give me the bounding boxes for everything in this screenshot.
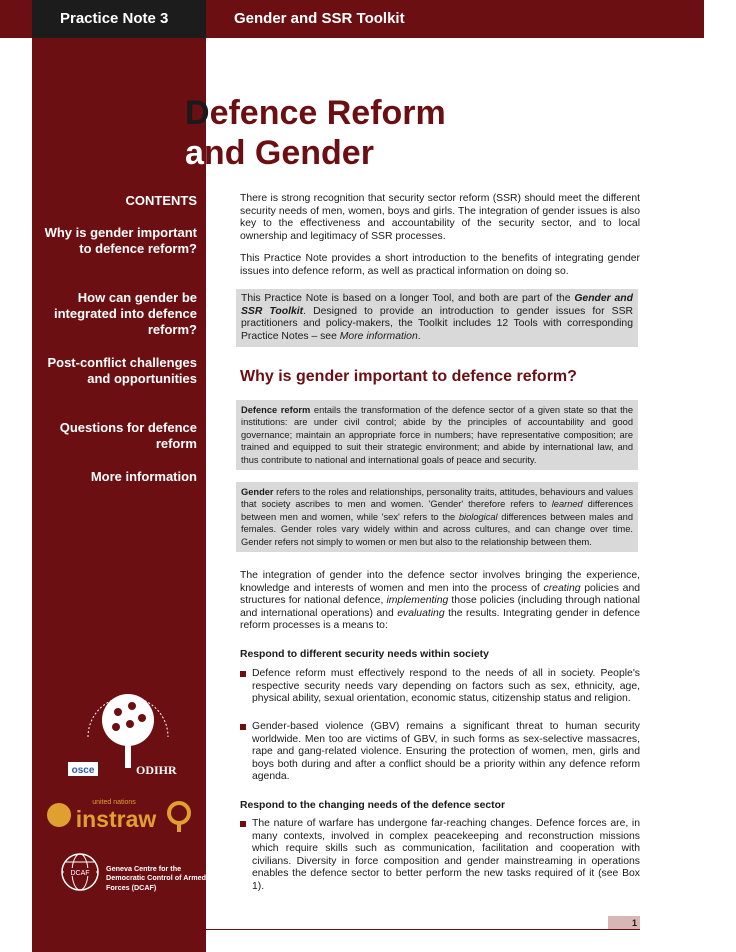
- definition-defence-reform: Defence reform entails the transformation of the defence sector of a given state so that the institutions: are under civil control; abide by the principles of accountability and good governance; maintain an appropriate force in numbers; have representative composition; are trained and equipped to suit their strategic environment; and abide by international law, and thus contribute to national and international goals of peace and security.: [236, 400, 638, 470]
- def-term-gender: Gender: [241, 487, 274, 497]
- toc-item-more-info[interactable]: More information: [90, 469, 197, 484]
- dcaf-logo: [60, 848, 206, 904]
- osce-wordmark: osce: [71, 765, 95, 776]
- toc-item-post-conflict[interactable]: Post-conflict challenges and opportunities: [47, 355, 197, 386]
- instraw-logo: [44, 795, 194, 835]
- dcaf-name: Geneva Centre for the Democratic Control of Armed Forces (DCAF): [106, 864, 206, 892]
- bullet-icon: [240, 724, 246, 730]
- title-line-2: nd Gender: [203, 134, 374, 172]
- title-initial-1: D: [185, 94, 210, 132]
- def-term-defence: Defence reform: [241, 405, 311, 415]
- footer-rule: [206, 929, 640, 930]
- title-line-1: efence Reform: [209, 94, 446, 132]
- list-item: The nature of warfare has undergone far-reaching changes. Defence forces are, in many contexts, involved in complex peacekeeping and reconstruction missions which require skills such as communication, facilitation and cooperation with civilians. Diversity in force composition and gender mainstreaming in operations enables the defence sector to better perform the new tasks required of it (see Box 1).: [240, 818, 640, 894]
- odihr-wordmark: ODIHR: [136, 763, 177, 777]
- un-emblem-icon: [47, 803, 71, 827]
- venus-symbol-icon: [169, 803, 189, 823]
- contents-heading: CONTENTS: [125, 193, 197, 208]
- toc-item-how[interactable]: How can gender be integrated into defence reform?: [53, 290, 197, 337]
- subheading-changing-needs: Respond to the changing needs of the defence sector: [240, 800, 505, 811]
- instraw-tagline: united nations: [92, 799, 136, 806]
- bullet-icon: [240, 671, 246, 677]
- practice-note-label: Practice Note 3: [32, 0, 206, 38]
- toc-item-why[interactable]: Why is gender important to defence reform?: [44, 225, 197, 256]
- instraw-wordmark: instraw: [75, 806, 157, 832]
- intro-paragraph-1: There is strong recognition that security sector reform (SSR) should meet the different security needs of men, women, boys and girls. The integration of gender issues is also key to the effectiveness and accountability of the security sector, and to local ownership and legitimacy of SSR processes.: [240, 193, 640, 242]
- definition-gender: Gender refers to the roles and relationships, personality traits, attitudes, behaviours and values that society ascribes to men and women. 'Gender' therefore refers to learned differences between men and women, while 'sex' refers to the biological differences between males and females. Gender roles vary widely within and across cultures, and can change over time. Gender refers not simply to women or men but also to the relationship between them.: [236, 482, 638, 552]
- globe-icon: [60, 848, 100, 898]
- title-initial-2: a: [185, 134, 204, 172]
- page-number: 1: [608, 916, 640, 930]
- toolkit-note-box: This Practice Note is based on a longer Tool, and both are part of the Gender and SSR Toolkit. Designed to provide an introduction to gender issues for SSR practitioners and policy-makers, the Toolkit includes 12 Tools with corresponding Practice Notes – see More information.: [236, 289, 638, 347]
- section-heading: Why is gender important to defence reform?: [240, 368, 577, 385]
- more-information-link[interactable]: More information: [339, 330, 418, 342]
- header-bar: [0, 0, 704, 38]
- odihr-logo: [58, 682, 198, 782]
- integration-paragraph: The integration of gender into the defence sector involves bringing the experience, knowledge and interests of women and men into the process of creating policies and structures for national defence, implementing those policies (including through national and international operations) and evaluating the results. Integrating gender in defence reform processes is a means to:: [240, 570, 640, 632]
- toolkit-title: Gender and SSR Toolkit: [241, 293, 633, 317]
- odihr-emblem-icon: [58, 682, 198, 782]
- toolkit-label: Gender and SSR Toolkit: [234, 10, 405, 27]
- list-item: Gender-based violence (GBV) remains a significant threat to human security worldwide. Men too are victims of GBV, in such forms as sex-selective massacres, rape and gang-related violence. Ensuring the protection of women, men, girls and boys both during and after a conflict should be a priority within any defence reform agenda.: [240, 721, 640, 784]
- page-title: [185, 93, 446, 173]
- intro-paragraph-2: This Practice Note provides a short introduction to the benefits of integrating gender issues into defence reform, as well as practical information on doing so.: [240, 253, 640, 277]
- toc-item-questions[interactable]: Questions for defence reform: [59, 420, 197, 451]
- list-item: Defence reform must effectively respond to the needs of all in society. People's respective security needs vary depending on factors such as sex, ethnicity, age, physical ability, sexual orientation, economic status, citizenship status and religion.: [240, 668, 640, 706]
- bullet-icon: [240, 821, 246, 827]
- dcaf-badge: DCAF: [70, 870, 90, 877]
- subheading-security-needs: Respond to different security needs within society: [240, 649, 489, 660]
